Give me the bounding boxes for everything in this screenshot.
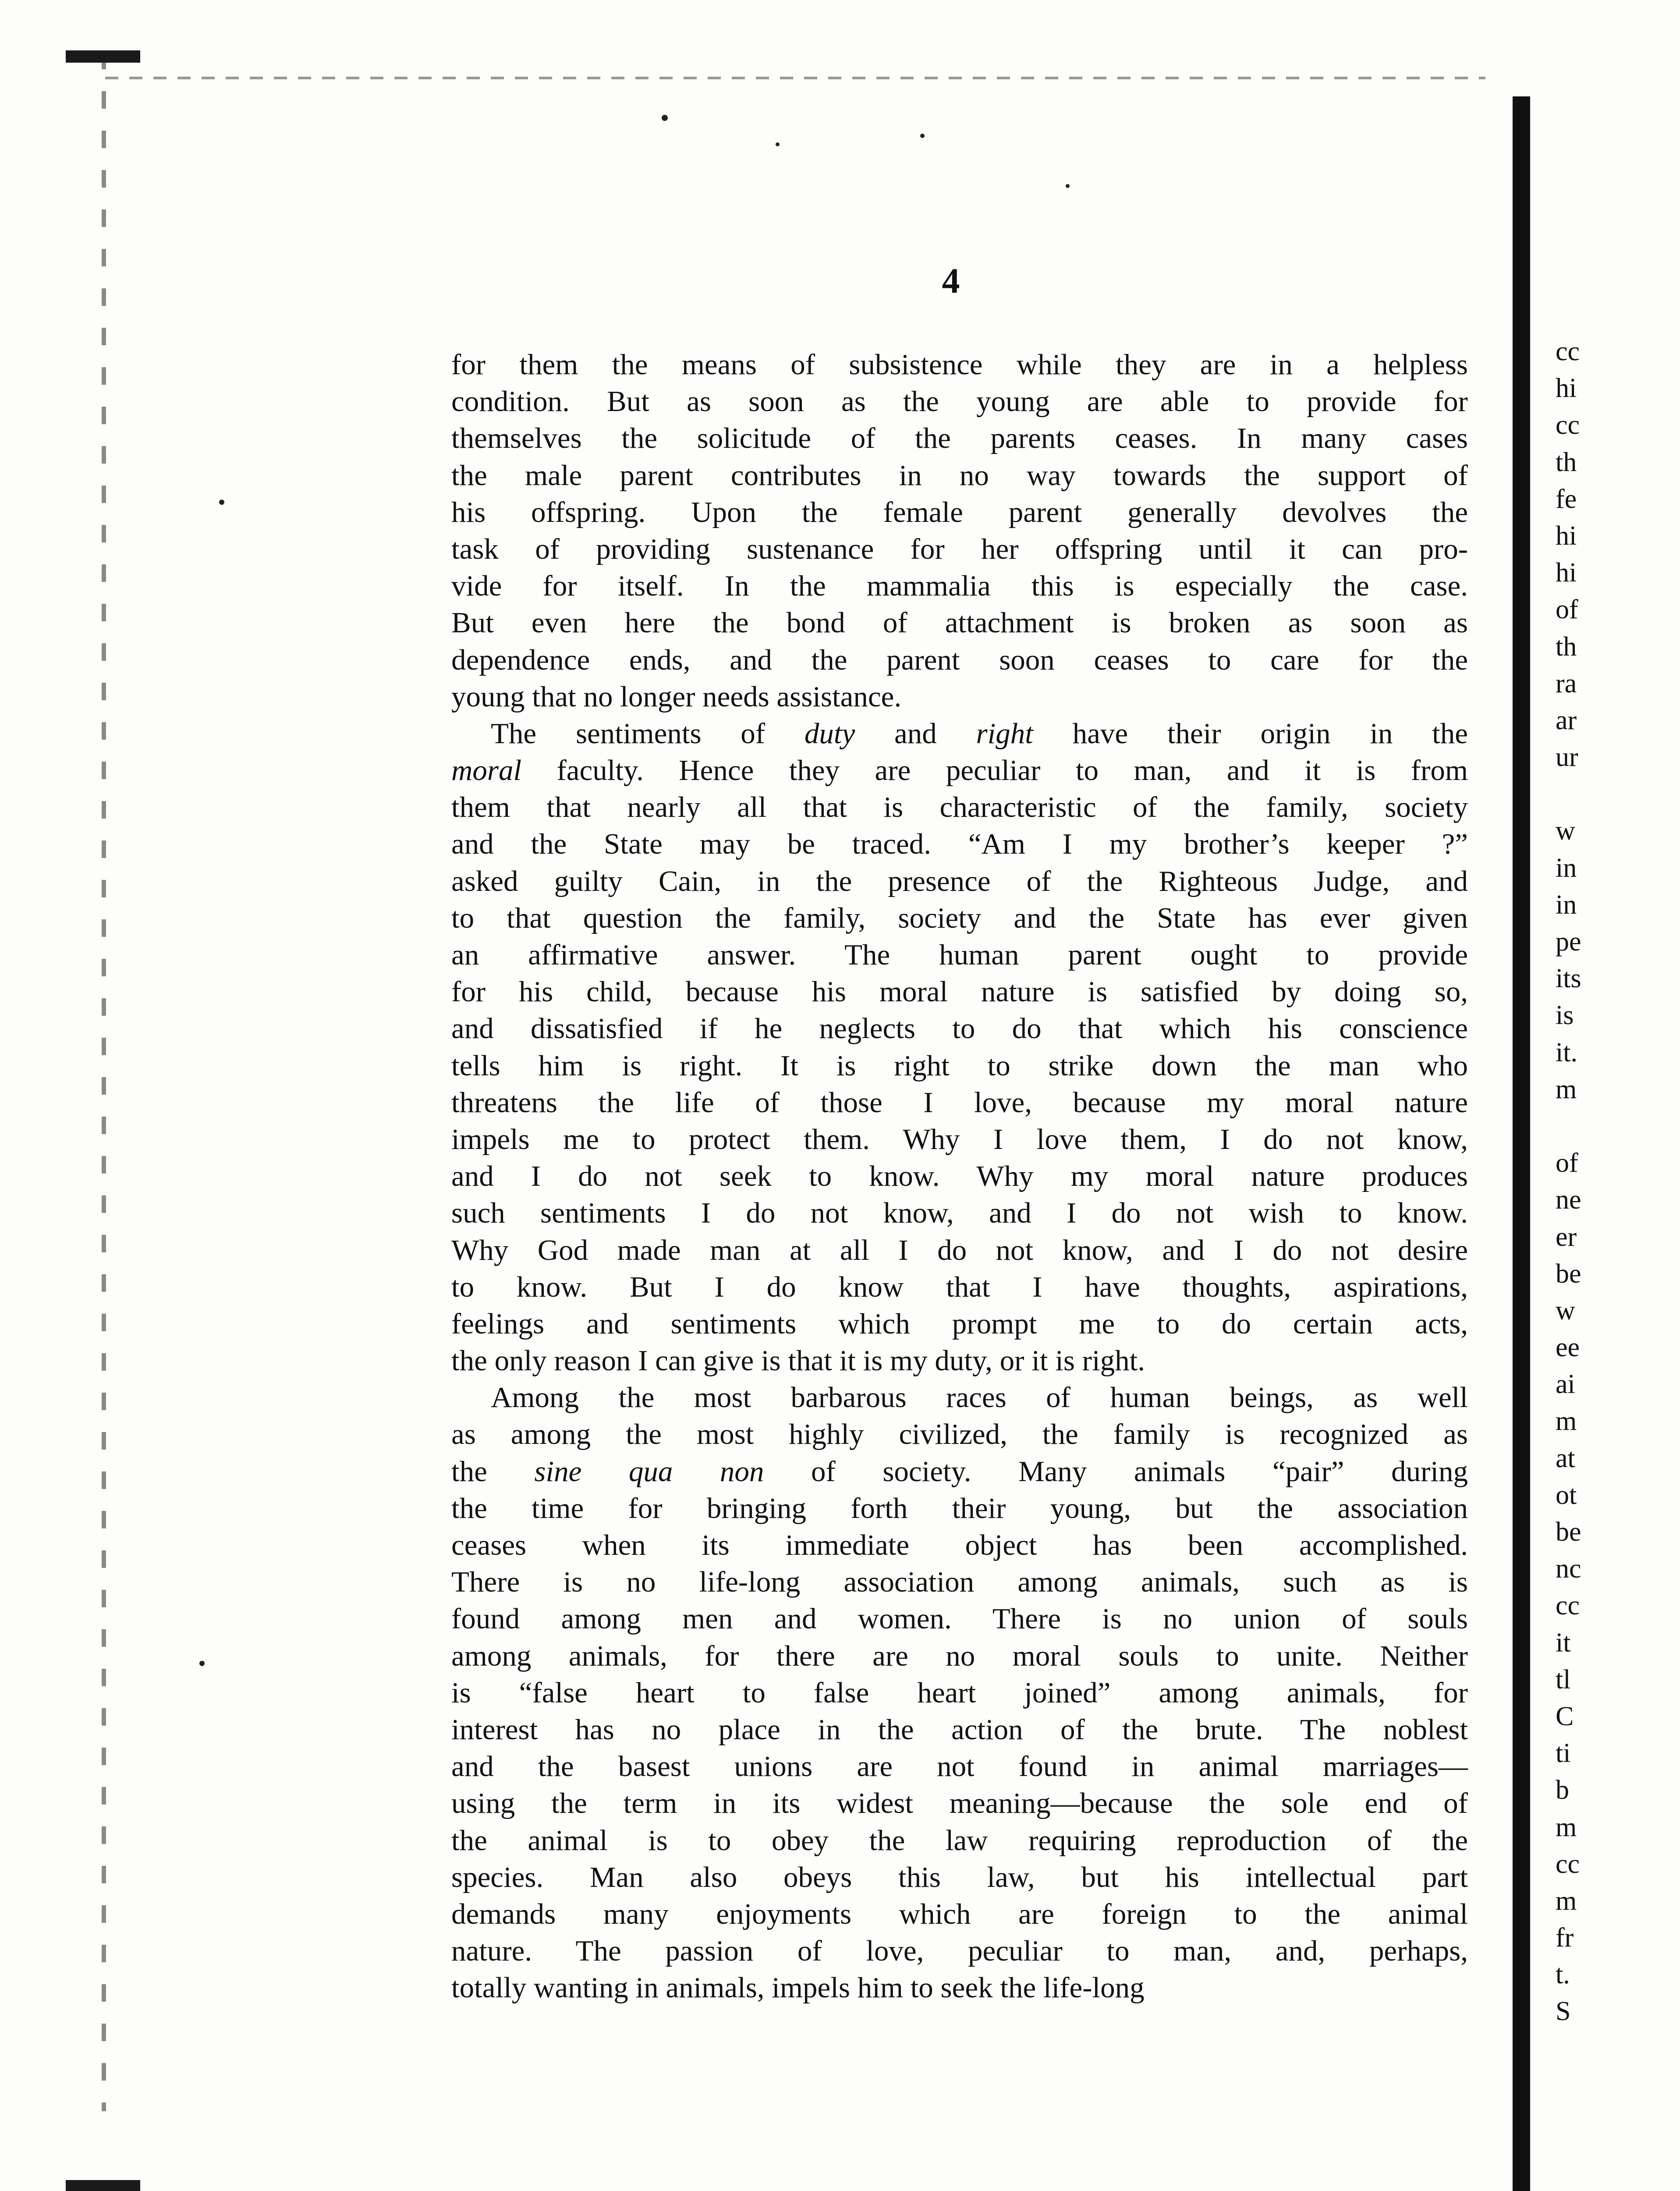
text-line: vide for itself. In the mammalia this is especially the case.: [451, 570, 1468, 603]
text-line: using the term in its widest meaning—because the sole end of: [451, 1787, 1468, 1820]
text-line: and I do not seek to know. Why my moral nature produces: [451, 1160, 1468, 1193]
text-line: found among men and women. There is no union of souls: [451, 1602, 1468, 1635]
text-line: an affirmative answer. The human parent ought to provide: [451, 939, 1468, 971]
italic-phrase: duty: [804, 717, 855, 750]
text-line: Why God made man at all I do not know, and I do not desire: [451, 1234, 1468, 1266]
text-line: the time for bringing forth their young, but the association: [451, 1492, 1468, 1524]
italic-phrase: right: [976, 717, 1033, 750]
margin-fragment: ot: [1556, 1480, 1577, 1510]
text-line: for his child, because his moral nature is satisfied by doing so,: [451, 975, 1468, 1008]
margin-fragment: hi: [1556, 558, 1577, 588]
margin-fragment: m: [1556, 1074, 1577, 1104]
margin-fragment: of: [1556, 1148, 1578, 1178]
speck: [1066, 184, 1070, 188]
text-line: Among the most barbarous races of human beings, as well: [491, 1381, 1468, 1414]
margin-fragment: er: [1556, 1222, 1577, 1252]
binding-edge: [1513, 96, 1530, 2191]
text-line: to that question the family, society and the State has ever given: [451, 901, 1468, 934]
margin-fragment: w: [1556, 816, 1575, 846]
margin-fragment: at: [1556, 1443, 1575, 1473]
paragraph: [451, 1379, 1468, 2006]
margin-fragment: cc: [1556, 337, 1580, 366]
margin-fragment: th: [1556, 447, 1577, 477]
adjacent-page-fragments: [1556, 333, 1643, 2030]
top-rule: [105, 77, 1485, 79]
text-line: is “false heart to false heart joined” among animals, for: [451, 1676, 1468, 1709]
text-line: the animal is to obey the law requiring reproduction of the: [451, 1824, 1468, 1857]
text-line: The sentiments of duty and right have their origin in the: [491, 717, 1468, 750]
margin-fragment: it.: [1556, 1037, 1577, 1067]
margin-fragment: hi: [1556, 521, 1577, 551]
speck: [199, 1661, 205, 1666]
margin-fragment: fr: [1556, 1923, 1574, 1953]
italic-phrase: moral: [451, 754, 522, 787]
italic-phrase: sine qua non: [534, 1455, 764, 1488]
text-line: dependence ends, and the parent soon ceases to care for the: [451, 643, 1468, 676]
text-line: totally wanting in animals, impels him to seek the life-long: [451, 1971, 1145, 2004]
margin-fragment: in: [1556, 853, 1577, 883]
margin-fragment: be: [1556, 1517, 1581, 1547]
text-line: condition. But as soon as the young are able to provide for: [451, 385, 1468, 418]
text-line: as among the most highly civilized, the family is recognized as: [451, 1418, 1468, 1451]
paragraph: [451, 715, 1468, 1379]
text-line: tells him is right. It is right to strike down the man who: [451, 1049, 1468, 1082]
margin-fragment: S: [1556, 1996, 1571, 2027]
margin-fragment: w: [1556, 1295, 1575, 1326]
margin-fragment: be: [1556, 1259, 1581, 1289]
text-line: asked guilty Cain, in the presence of the Righteous Judge, and: [451, 865, 1468, 897]
text-line: the male parent contributes in no way towards the support of: [451, 459, 1468, 492]
body-text: [451, 346, 1468, 2006]
margin-fragment: th: [1556, 631, 1577, 662]
paragraph: [451, 346, 1468, 715]
margin-fragment: ee: [1556, 1333, 1580, 1363]
margin-fragment: ai: [1556, 1369, 1575, 1400]
text-line: to know. But I do know that I have thoughts, aspirations,: [451, 1270, 1468, 1303]
text-line: his offspring. Upon the female parent generally devolves the: [451, 496, 1468, 528]
margin-fragment: [1556, 1108, 1643, 1145]
speck: [662, 115, 668, 121]
margin-fragment: tl: [1556, 1664, 1571, 1695]
text-line: species. Man also obeys this law, but his intellectual part: [451, 1861, 1468, 1893]
gutter-rule: [102, 52, 106, 2111]
margin-fragment: it: [1556, 1627, 1571, 1658]
text-line: the sine qua non of society. Many animals “pair” during: [451, 1455, 1468, 1488]
margin-fragment: ti: [1556, 1738, 1571, 1769]
margin-fragment: hi: [1556, 373, 1577, 404]
margin-fragment: cc: [1556, 1591, 1580, 1621]
text-line: threatens the life of those I love, because my moral nature: [451, 1086, 1468, 1119]
text-line: impels me to protect them. Why I love them, I do not know,: [451, 1123, 1468, 1156]
gutter-mark-bottom: [66, 2180, 140, 2191]
margin-fragment: m: [1556, 1406, 1577, 1436]
speck: [776, 142, 780, 146]
margin-fragment: b: [1556, 1775, 1569, 1805]
text-line: ceases when its immediate object has been accomplished.: [451, 1529, 1468, 1561]
speck: [920, 134, 925, 138]
margin-fragment: fe: [1556, 484, 1577, 514]
text-line: interest has no place in the action of the brute. The noblest: [451, 1713, 1468, 1746]
text-line: and dissatisfied if he neglects to do that which his conscience: [451, 1012, 1468, 1045]
speck: [219, 500, 224, 505]
page-number: 4: [942, 261, 960, 301]
text-line: among animals, for there are no moral souls to unite. Neither: [451, 1639, 1468, 1672]
margin-fragment: ne: [1556, 1185, 1581, 1215]
margin-fragment: [1556, 776, 1643, 812]
margin-fragment: m: [1556, 1886, 1577, 1916]
text-line: moral faculty. Hence they are peculiar to man, and it is from: [451, 754, 1468, 787]
text-line: task of providing sustenance for her offspring until it can pro-: [451, 532, 1468, 565]
text-line: There is no life-long association among animals, such as is: [451, 1566, 1468, 1599]
margin-fragment: C: [1556, 1701, 1574, 1731]
margin-fragment: its: [1556, 964, 1581, 994]
text-line: demands many enjoyments which are foreign to the animal: [451, 1897, 1468, 1930]
margin-fragment: pe: [1556, 927, 1581, 957]
text-line: and the State may be traced. “Am I my brother’s keeper ?”: [451, 828, 1468, 861]
text-line: such sentiments I do not know, and I do not wish to know.: [451, 1197, 1468, 1230]
margin-fragment: cc: [1556, 410, 1580, 440]
margin-fragment: m: [1556, 1812, 1577, 1842]
text-line: the only reason I can give is that it is my duty, or it is right.: [451, 1344, 1145, 1377]
text-line: themselves the solicitude of the parents ceases. In many cases: [451, 422, 1468, 455]
text-line: and the basest unions are not found in animal marriages—: [451, 1750, 1468, 1783]
margin-fragment: cc: [1556, 1849, 1580, 1879]
margin-fragment: t.: [1556, 1960, 1570, 1990]
margin-fragment: in: [1556, 890, 1577, 920]
text-line: for them the means of subsistence while they are in a helpless: [451, 348, 1468, 381]
margin-fragment: ar: [1556, 705, 1577, 735]
margin-fragment: nc: [1556, 1554, 1581, 1584]
margin-fragment: is: [1556, 1000, 1574, 1031]
text-line: feelings and sentiments which prompt me to do certain acts,: [451, 1307, 1468, 1340]
gutter-mark-top: [66, 50, 140, 63]
text-line: them that nearly all that is characteristic of the family, society: [451, 791, 1468, 824]
margin-fragment: ur: [1556, 742, 1578, 773]
margin-fragment: ra: [1556, 668, 1577, 698]
text-line: But even here the bond of attachment is broken as soon as: [451, 606, 1468, 639]
margin-fragment: of: [1556, 595, 1578, 625]
text-line: nature. The passion of love, peculiar to man, and, perhaps,: [451, 1935, 1468, 1968]
text-line: young that no longer needs assistance.: [451, 680, 902, 713]
